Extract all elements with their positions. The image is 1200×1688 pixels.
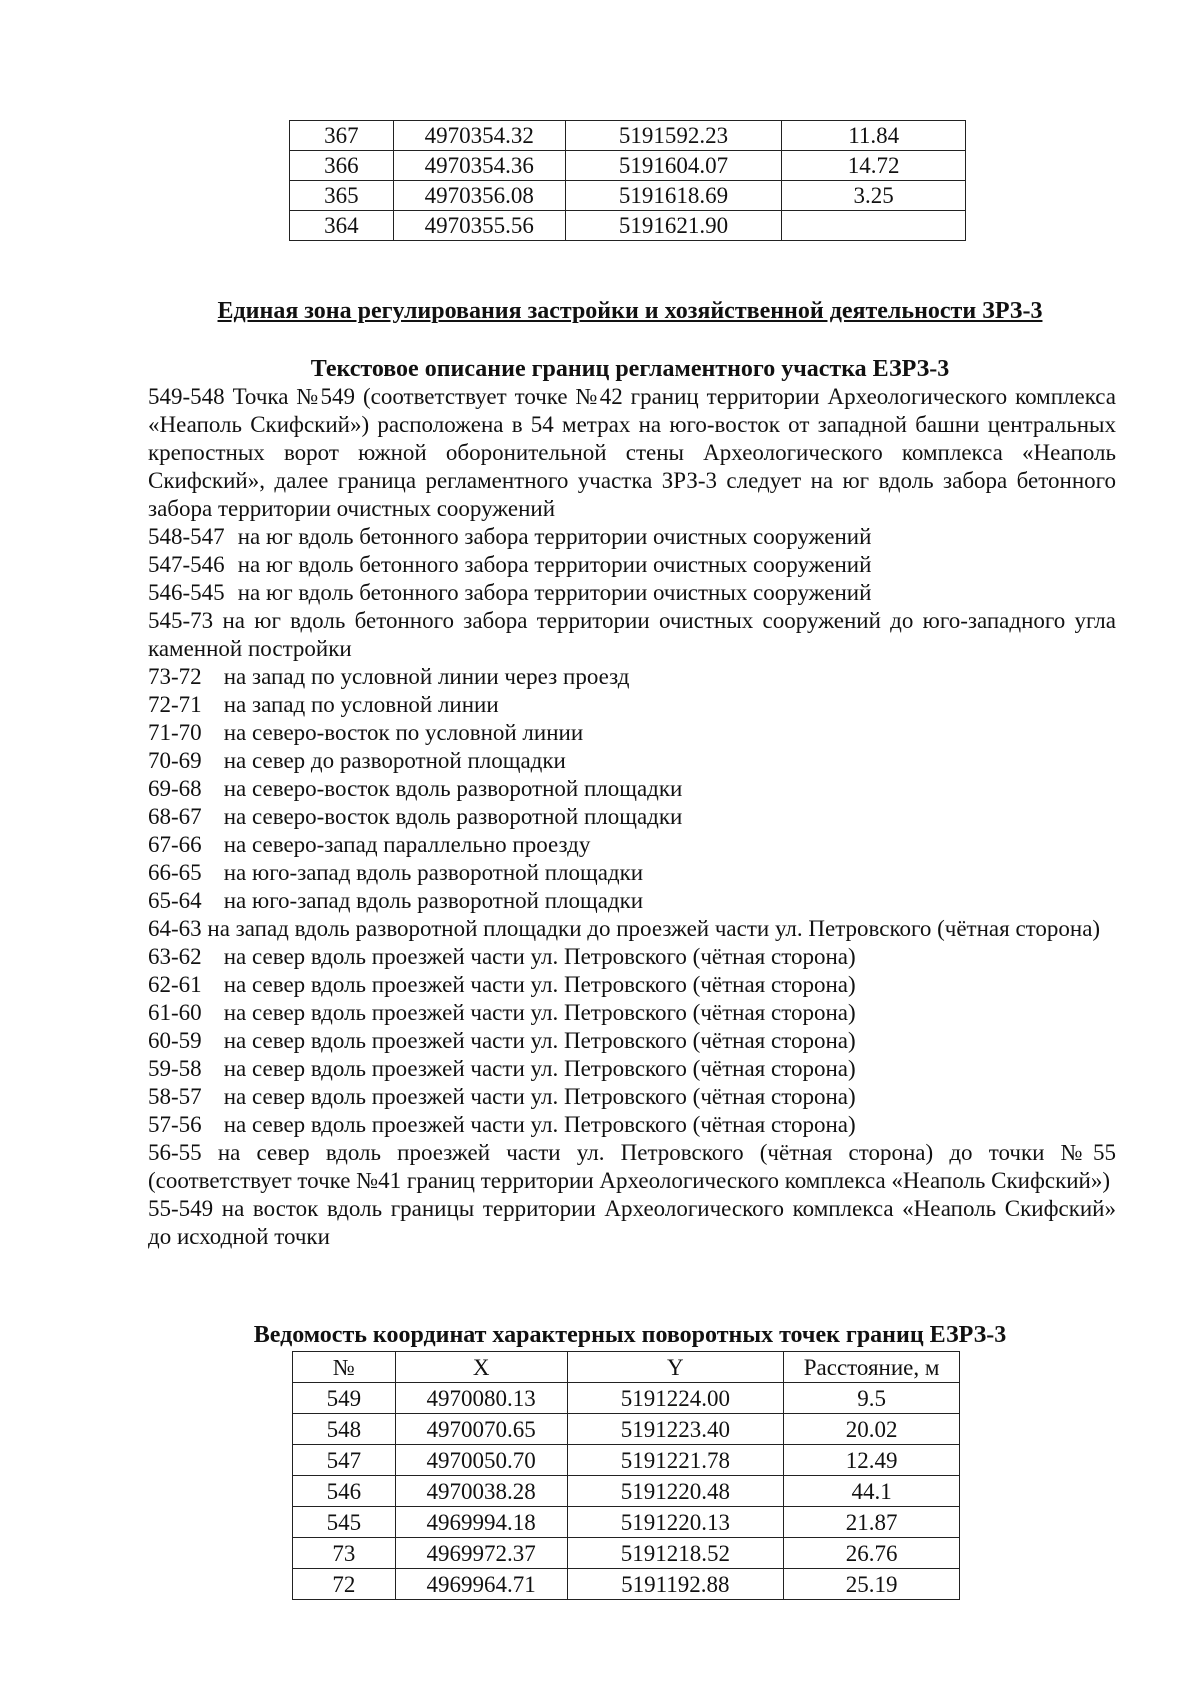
table-header-row — [293, 1352, 960, 1383]
segment-text: на юго-запад вдоль разворотной площадки — [223, 860, 644, 885]
segment-text: на север вдоль проезжей части ул. Петровского (чётная сторона) — [223, 1028, 856, 1053]
desc-line — [148, 859, 1116, 887]
cell-dist: 44.1 — [784, 1476, 960, 1507]
cell-x: 4969972.37 — [395, 1538, 567, 1569]
desc-line — [148, 663, 1116, 691]
header-dist: Расстояние, м — [784, 1352, 960, 1383]
para-55-549: 55-549 на восток вдоль границы территории Археологического комплекса «Неаполь Скифский» до исходной точки — [148, 1196, 1116, 1249]
cell-no: 366 — [290, 151, 394, 181]
cell-x: 4970355.56 — [393, 211, 565, 241]
table-row — [293, 1414, 960, 1445]
segment-label: 67-66 — [148, 832, 202, 857]
cell-dist: 9.5 — [784, 1383, 960, 1414]
segment-text: на север вдоль проезжей части ул. Петровского (чётная сторона) — [223, 1084, 856, 1109]
bottom-coordinates-table — [292, 1351, 960, 1600]
coordinates-table-title: Ведомость координат характерных поворотных точек границ ЕЗРЗ-3 — [253, 1322, 1007, 1348]
segment-text: на северо-восток вдоль разворотной площадки — [223, 804, 683, 829]
segment-label: 72-71 — [148, 692, 202, 717]
cell-x: 4970080.13 — [395, 1383, 567, 1414]
desc-line — [148, 691, 1116, 719]
cell-dist: 20.02 — [784, 1414, 960, 1445]
header-x: X — [395, 1352, 567, 1383]
cell-x: 4969964.71 — [395, 1569, 567, 1600]
cell-no: 367 — [290, 121, 394, 151]
segment-label: 68-67 — [148, 804, 202, 829]
table-row — [293, 1476, 960, 1507]
segment-label: 69-68 — [148, 776, 202, 801]
segment-text: на север вдоль проезжей части ул. Петровского (чётная сторона) — [223, 1056, 856, 1081]
cell-dist: 26.76 — [784, 1538, 960, 1569]
segment-label: 58-57 — [148, 1084, 202, 1109]
cell-dist: 21.87 — [784, 1507, 960, 1538]
segment-text: на запад по условной линии — [223, 692, 499, 717]
cell-y: 5191220.48 — [567, 1476, 784, 1507]
segment-label: 547-546 — [148, 552, 225, 577]
desc-line — [148, 803, 1116, 831]
cell-x: 4970070.65 — [395, 1414, 567, 1445]
cell-x: 4970038.28 — [395, 1476, 567, 1507]
segment-label: 70-69 — [148, 748, 202, 773]
zone-title: Единая зона регулирования застройки и хозяйственной деятельности ЗРЗ-3 — [217, 298, 1043, 324]
segment-label: 62-61 — [148, 972, 202, 997]
segment-text: на север вдоль проезжей части ул. Петровского (чётная сторона) — [223, 972, 856, 997]
cell-dist — [782, 211, 966, 241]
boundary-description — [148, 383, 1116, 1251]
desc-line — [148, 719, 1116, 747]
table-row — [293, 1569, 960, 1600]
desc-line — [148, 579, 1116, 607]
segment-label: 60-59 — [148, 1028, 202, 1053]
description-title: Текстовое описание границ регламентного участка ЕЗРЗ-3 — [310, 356, 950, 382]
cell-y: 5191618.69 — [565, 181, 782, 211]
segment-label: 59-58 — [148, 1056, 202, 1081]
segment-text: на север вдоль проезжей части ул. Петровского (чётная сторона) — [223, 1000, 856, 1025]
desc-line — [148, 551, 1116, 579]
segment-text: на юг вдоль бетонного забора территории очистных сооружений — [237, 524, 872, 549]
segment-text: на север вдоль проезжей части ул. Петровского (чётная сторона) — [223, 944, 856, 969]
cell-no: 547 — [293, 1445, 396, 1476]
table-row — [290, 121, 966, 151]
segment-label: 57-56 — [148, 1112, 202, 1137]
cell-y: 5191224.00 — [567, 1383, 784, 1414]
segment-label: 71-70 — [148, 720, 202, 745]
desc-line — [148, 887, 1116, 915]
para-56-55: 56-55 на север вдоль проезжей части ул. Петровского (чётная сторона) до точки №55 (соответствует точке №41 границ территории Археологического комплекса «Неаполь Скифский») — [148, 1140, 1116, 1193]
segment-text: на север вдоль проезжей части ул. Петровского (чётная сторона) — [223, 1112, 856, 1137]
header-y: Y — [567, 1352, 784, 1383]
cell-y: 5191192.88 — [567, 1569, 784, 1600]
para-64-63: 64-63 на запад вдоль разворотной площадки до проезжей части ул. Петровского (чётная сторона) — [148, 916, 1101, 941]
top-coordinates-table — [289, 120, 966, 241]
desc-line — [148, 1055, 1116, 1083]
table-row — [293, 1538, 960, 1569]
cell-y: 5191221.78 — [567, 1445, 784, 1476]
cell-dist: 11.84 — [782, 121, 966, 151]
segment-text: на северо-восток по условной линии — [223, 720, 584, 745]
cell-dist: 12.49 — [784, 1445, 960, 1476]
segment-label: 61-60 — [148, 1000, 202, 1025]
table-row — [290, 151, 966, 181]
cell-x: 4970050.70 — [395, 1445, 567, 1476]
segment-text: на юго-запад вдоль разворотной площадки — [223, 888, 644, 913]
segment-text: на юг вдоль бетонного забора территории очистных сооружений — [237, 552, 872, 577]
cell-no: 365 — [290, 181, 394, 211]
table-row — [293, 1445, 960, 1476]
desc-line — [148, 1027, 1116, 1055]
segment-text: на запад по условной линии через проезд — [223, 664, 630, 689]
table-row — [290, 181, 966, 211]
desc-line — [148, 831, 1116, 859]
header-no: № — [293, 1352, 396, 1383]
segment-label: 548-547 — [148, 524, 225, 549]
cell-y: 5191220.13 — [567, 1507, 784, 1538]
segment-text: на северо-запад параллельно проезду — [223, 832, 591, 857]
desc-line — [148, 999, 1116, 1027]
cell-x: 4970356.08 — [393, 181, 565, 211]
cell-dist: 25.19 — [784, 1569, 960, 1600]
segment-label: 73-72 — [148, 664, 202, 689]
table-row — [290, 211, 966, 241]
cell-y: 5191218.52 — [567, 1538, 784, 1569]
cell-dist: 3.25 — [782, 181, 966, 211]
cell-x: 4969994.18 — [395, 1507, 567, 1538]
cell-y: 5191621.90 — [565, 211, 782, 241]
cell-y: 5191604.07 — [565, 151, 782, 181]
cell-y: 5191223.40 — [567, 1414, 784, 1445]
cell-no: 548 — [293, 1414, 396, 1445]
para-549-548: 549-548 Точка №549 (соответствует точке №42 границ территории Археологического комплекса «Неаполь Скифский») расположена в 54 метрах на юго-восток от западной башни центральных крепостных ворот южной оборонительной стены Археологического комплекса «Неаполь Скифский», далее граница регламентного участка ЗРЗ-3 следует на юг вдоль забора бетонного забора территории очистных сооружений — [148, 384, 1116, 521]
cell-y: 5191592.23 — [565, 121, 782, 151]
segment-label: 65-64 — [148, 888, 202, 913]
para-545-73: 545-73 на юг вдоль бетонного забора территории очистных сооружений до юго-западного угла каменной постройки — [148, 608, 1116, 661]
cell-no: 549 — [293, 1383, 396, 1414]
desc-line — [148, 523, 1116, 551]
cell-dist: 14.72 — [782, 151, 966, 181]
desc-line — [148, 1111, 1116, 1139]
table-row — [293, 1507, 960, 1538]
desc-line — [148, 943, 1116, 971]
cell-no: 364 — [290, 211, 394, 241]
desc-line — [148, 1083, 1116, 1111]
table-row — [293, 1383, 960, 1414]
cell-x: 4970354.36 — [393, 151, 565, 181]
desc-line — [148, 775, 1116, 803]
segment-text: на юг вдоль бетонного забора территории очистных сооружений — [237, 580, 872, 605]
segment-text: на север до разворотной площадки — [223, 748, 566, 773]
desc-line — [148, 971, 1116, 999]
cell-no: 546 — [293, 1476, 396, 1507]
segment-label: 546-545 — [148, 580, 225, 605]
segment-label: 63-62 — [148, 944, 202, 969]
cell-no: 545 — [293, 1507, 396, 1538]
segment-text: на северо-восток вдоль разворотной площадки — [223, 776, 683, 801]
segment-label: 66-65 — [148, 860, 202, 885]
desc-line — [148, 747, 1116, 775]
cell-no: 73 — [293, 1538, 396, 1569]
cell-no: 72 — [293, 1569, 396, 1600]
cell-x: 4970354.32 — [393, 121, 565, 151]
